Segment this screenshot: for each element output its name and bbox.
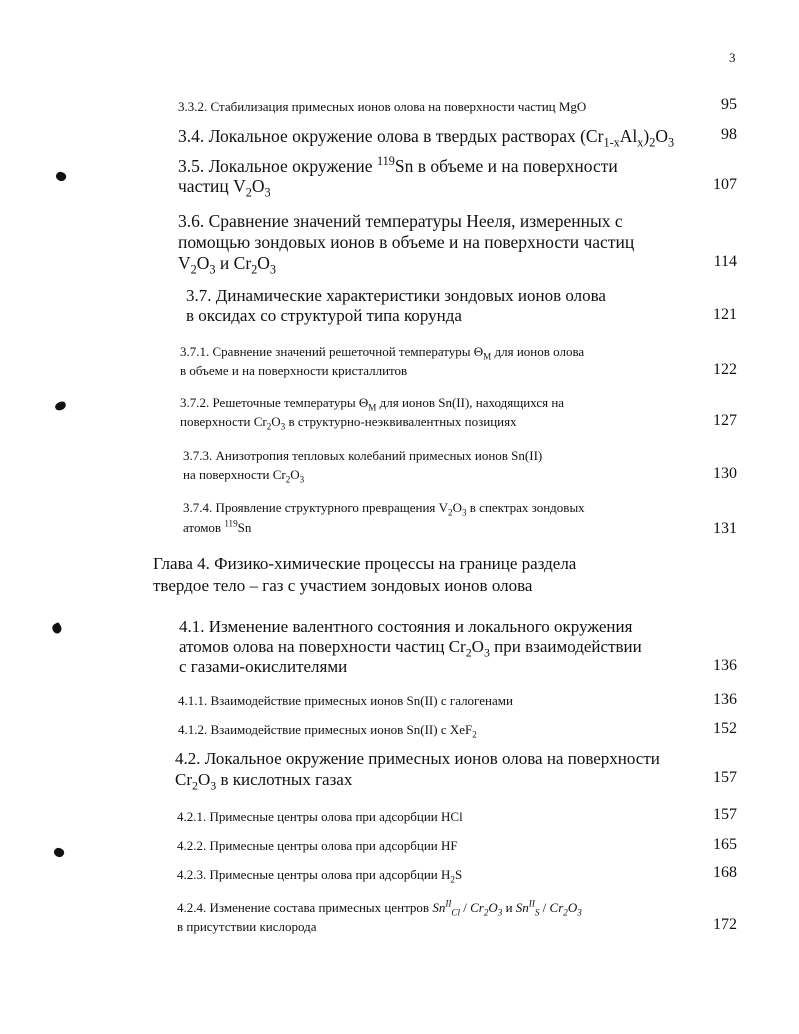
toc-page-4-1-1: 136: [713, 691, 737, 708]
toc-page-3-4: 98: [721, 126, 737, 143]
toc-page-4-2-3: 168: [713, 864, 737, 881]
toc-entry-3-7-2: 3.7.2. Решеточные температуры $\Theta_M$ для ионов Sn(II), находящихся на: [180, 395, 565, 413]
toc-entry-4-2: 4.2. Локальное окружение примесных ионов олова на поверхности: [175, 749, 660, 768]
toc-entry-4-1-2: 4.1.2. Взаимодействие примесных ионов Sn(II) с XeF$_2$: [178, 722, 477, 740]
toc-entry-4-2-1: 4.2.1. Примесные центры олова при адсорбции HCl: [177, 809, 463, 824]
toc-page-3-7-1: 122: [713, 361, 737, 378]
toc-entry-4-2-4-line2: в присутствии кислорода: [177, 919, 317, 934]
toc-entry-3-6-line3: $V_2O_3$ и $Cr_2O_3$: [178, 253, 277, 277]
toc-entry-3-5: 3.5. Локальное окружение $^{119}$Sn в объеме и на поверхности: [178, 154, 618, 176]
toc-entry-4-2-2: 4.2.2. Примесные центры олова при адсорбции HF: [177, 838, 458, 853]
toc-entry-3-5-line2: частиц $V_2O_3$: [178, 176, 271, 200]
toc-entry-3-7-3: 3.7.3. Анизотропия тепловых колебаний примесных ионов Sn(II): [183, 448, 543, 463]
scan-speck: [51, 622, 64, 635]
toc-entry-4-1-line2: атомов олова на поверхности частиц $Cr_2O_3$ при взаимодействии: [179, 637, 642, 660]
toc-entry-4-1-1: 4.1.1. Взаимодействие примесных ионов Sn(II) с галогенами: [178, 693, 513, 708]
scan-speck: [54, 170, 67, 183]
toc-page-4-1: 136: [713, 657, 737, 674]
toc-page-3-7-2: 127: [713, 412, 737, 429]
toc-entry-3-7-4: 3.7.4. Проявление структурного превращения $V_2O_3$ в спектрах зондовых: [183, 500, 585, 518]
chapter-4-title: Глава 4. Физико-химические процессы на границе раздела: [153, 554, 577, 573]
toc-entry-3-7-line2: в оксидах со структурой типа корунда: [186, 306, 462, 325]
toc-entry-3-6-line2: помощью зондовых ионов в объеме и на поверхности частиц: [178, 232, 635, 252]
toc-entry-4-2-line2: $Cr_2O_3$ в кислотных газах: [175, 770, 353, 793]
toc-page-4-2-4: 172: [713, 916, 737, 933]
toc-page-3-7: 121: [713, 306, 737, 323]
toc-entry-3-6: 3.6. Сравнение значений температуры Нееля, измеренных с: [178, 211, 623, 231]
toc-entry-3-7-3-line2: на поверхности $Cr_2O_3$: [183, 467, 305, 485]
toc-entry-3-3-2: 3.3.2. Стабилизация примесных ионов олова на поверхности частиц MgO: [178, 99, 587, 114]
toc-entry-3-7: 3.7. Динамические характеристики зондовых ионов олова: [186, 286, 606, 305]
toc-entry-4-2-3: 4.2.3. Примесные центры олова при адсорбции $H_2S$: [177, 867, 463, 885]
toc-page-4-2-2: 165: [713, 836, 737, 853]
toc-page-3-3-2: 95: [721, 96, 737, 113]
toc-page-3-6: 114: [713, 253, 737, 270]
toc-page-4-1-2: 152: [713, 720, 737, 737]
toc-page-3-5: 107: [713, 176, 737, 193]
page-number: 3: [729, 50, 736, 65]
toc-entry-3-4: 3.4. Локальное окружение олова в твердых растворах $(Cr_{1-x}Al_x)_2O_3$: [178, 126, 675, 150]
toc-page-4-2: 157: [713, 769, 737, 786]
toc-entry-4-1: 4.1. Изменение валентного состояния и локального окружения: [179, 617, 633, 636]
toc-entry-4-2-4: 4.2.4. Изменение состава примесных центров $Sn^{II}_{Cl} / Cr_2O_3$ и $Sn^{II}_S / Cr_2O_3$: [177, 898, 582, 918]
toc-page-4-2-1: 157: [713, 806, 737, 823]
toc-page-3-7-4: 131: [713, 520, 737, 537]
toc-entry-3-7-4-line2: атомов $^{119}$Sn: [183, 518, 252, 535]
scan-speck: [54, 400, 67, 411]
toc-entry-4-1-line3: с газами-окислителями: [179, 657, 348, 676]
toc-entry-3-7-1: 3.7.1. Сравнение значений решеточной температуры $\Theta_M$ для ионов олова: [180, 344, 585, 362]
toc-page-3-7-3: 130: [713, 465, 737, 482]
scan-speck: [52, 846, 65, 859]
chapter-4-title-line2: твердое тело – газ с участием зондовых ионов олова: [153, 576, 533, 595]
toc-entry-3-7-2-line2: поверхности $Cr_2O_3$ в структурно-неэквивалентных позициях: [180, 414, 517, 432]
toc-entry-3-7-1-line2: в объеме и на поверхности кристаллитов: [180, 363, 408, 378]
